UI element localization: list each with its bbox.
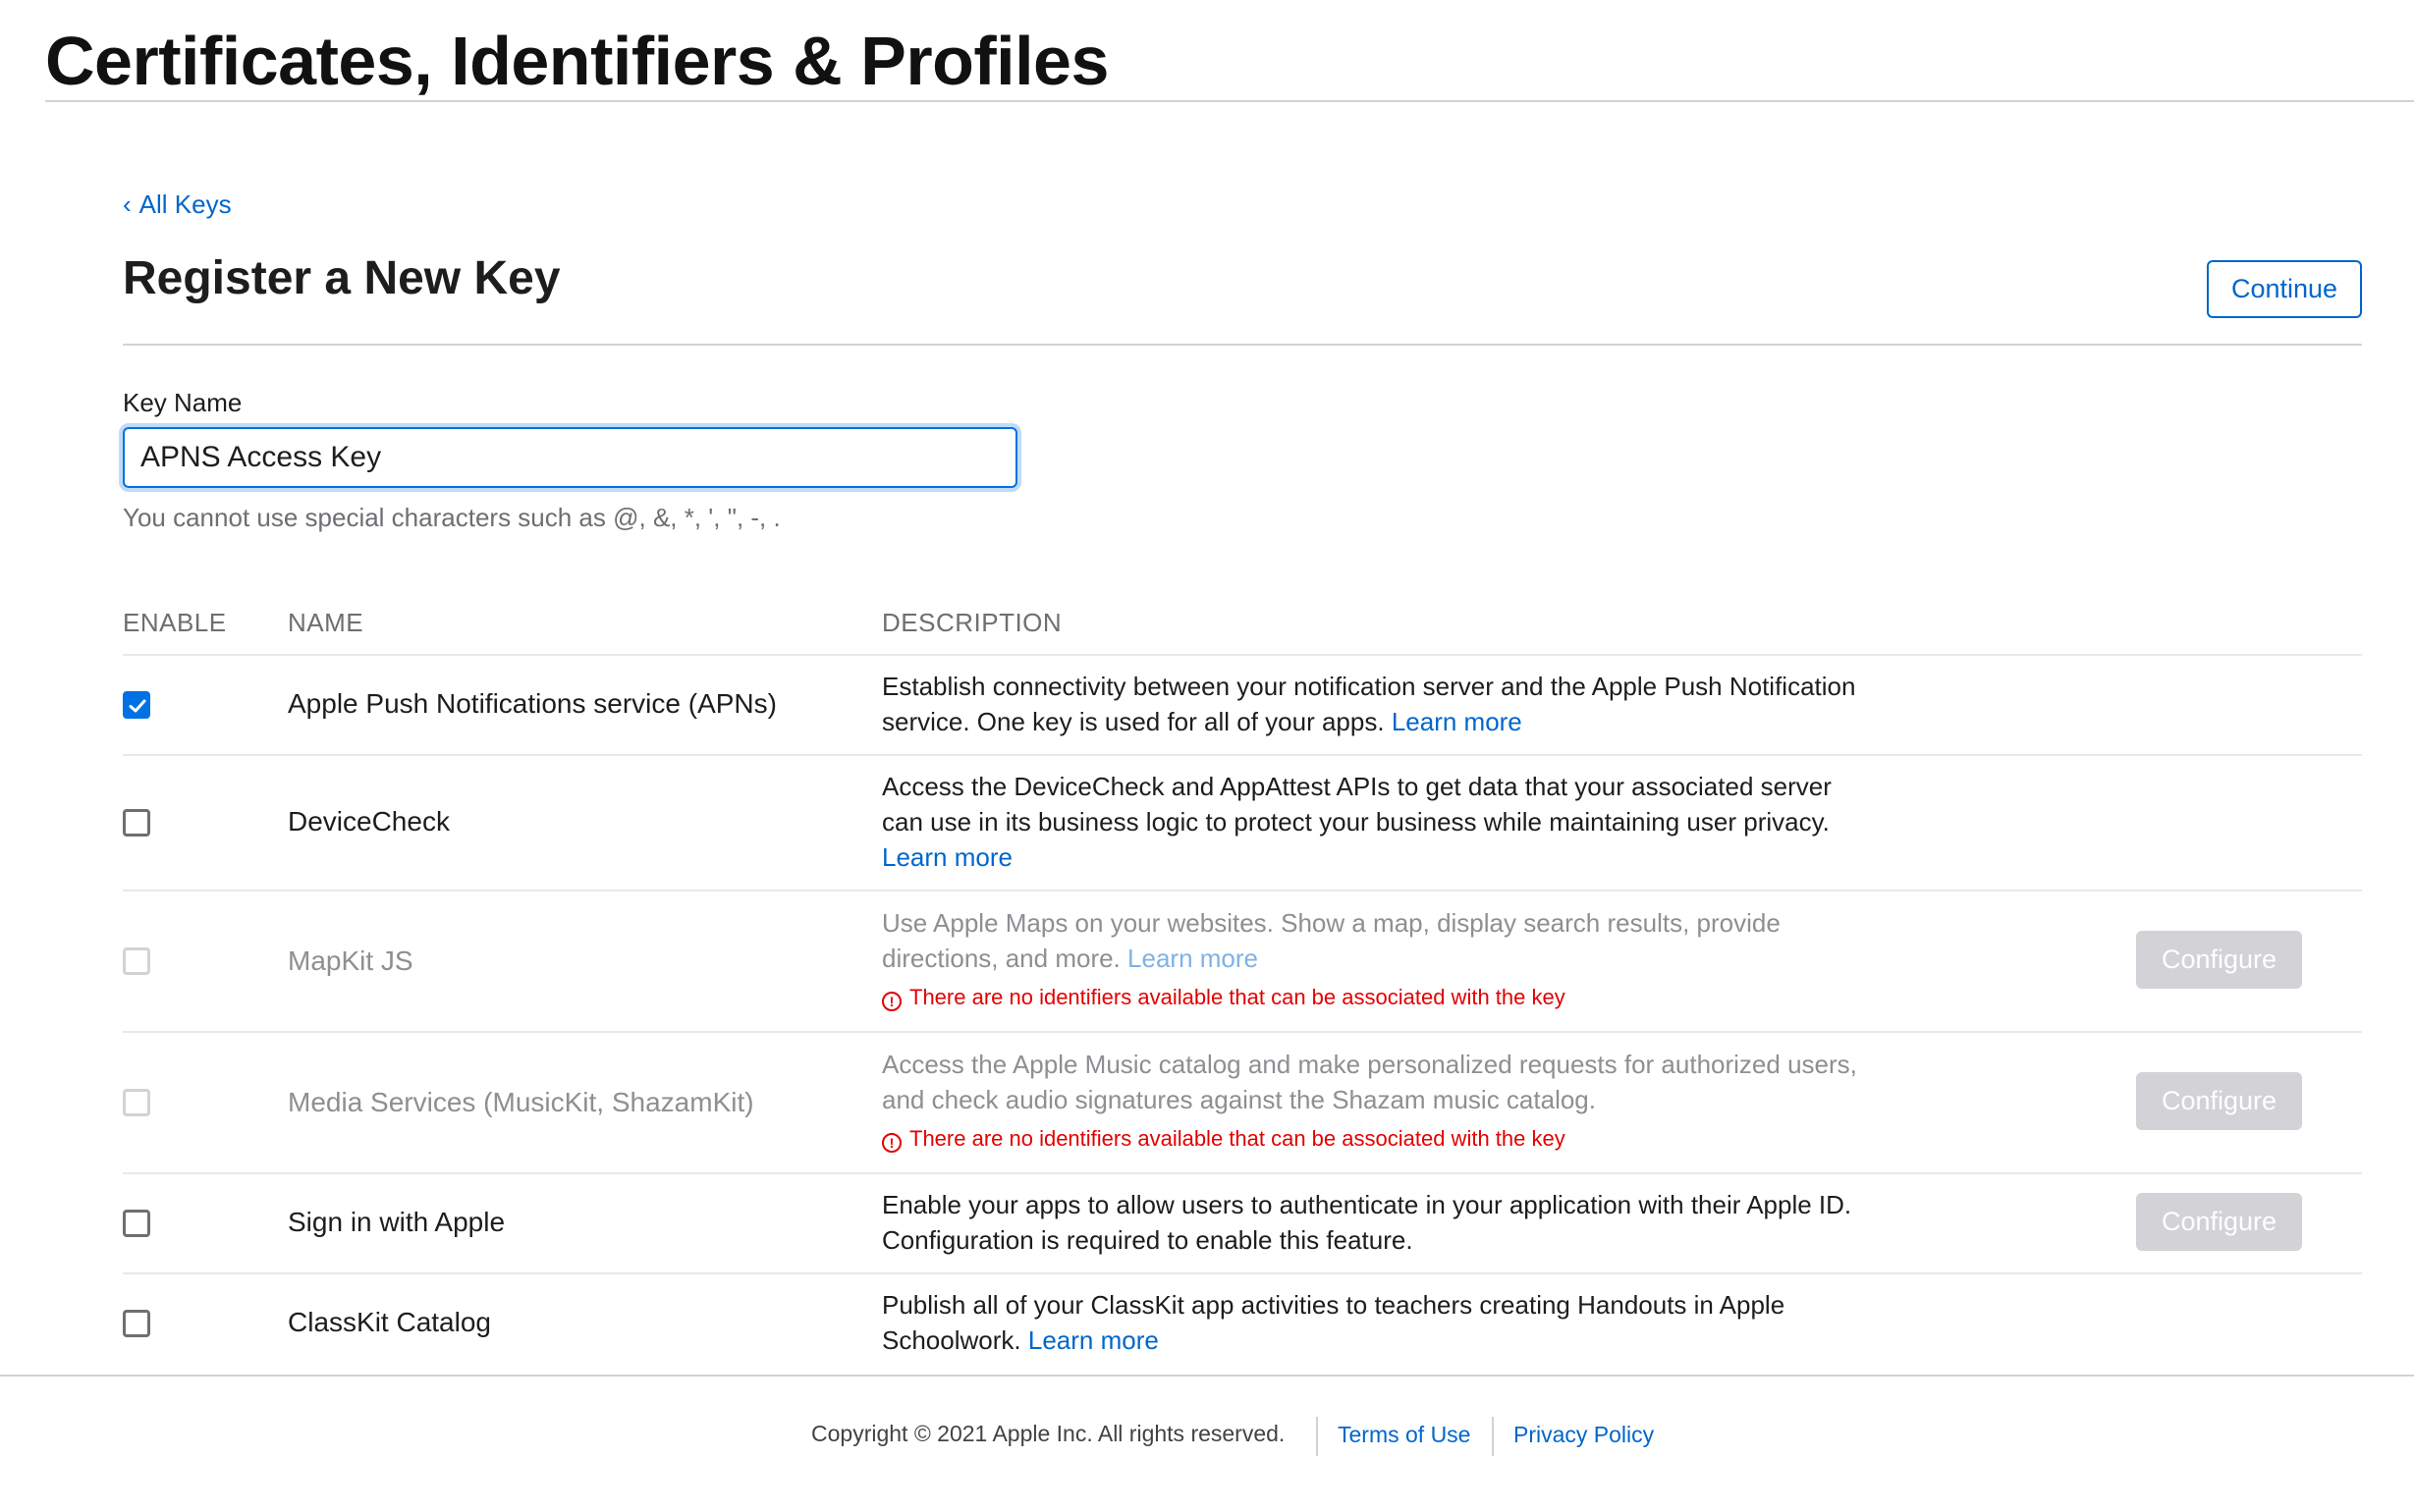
- no-identifiers-warning: [882, 985, 1565, 1011]
- no-identifiers-warning: [882, 1126, 1565, 1153]
- enable-checkbox-devicecheck[interactable]: [123, 809, 150, 837]
- service-description: [882, 905, 1874, 976]
- service-name: ClassKit Catalog: [288, 1307, 491, 1337]
- service-name: Apple Push Notifications service (APNs): [288, 688, 777, 719]
- table-divider: [123, 890, 2362, 891]
- learn-more-link[interactable]: Learn more: [1027, 1325, 1159, 1355]
- service-description: [882, 769, 1874, 875]
- footer-divider: [0, 1375, 2414, 1377]
- table-divider: [123, 1272, 2362, 1274]
- description-text: Access the Apple Music catalog and make personalized requests for authorized users, and check audio signatures against the Shazam music catalog.: [882, 1050, 1857, 1114]
- table-divider: [123, 754, 2362, 756]
- section-divider: [123, 344, 2362, 346]
- page-title: Certificates, Identifiers & Profiles: [45, 23, 1109, 99]
- service-description: [882, 1187, 1874, 1258]
- enable-checkbox-mapkit-js: [123, 947, 150, 975]
- checkmark-icon: [128, 696, 147, 716]
- back-to-all-keys-link[interactable]: [123, 189, 232, 220]
- service-description: [882, 1047, 1874, 1117]
- description-text: Publish all of your ClassKit app activities to teachers creating Handouts in Apple Schoolwork.: [882, 1290, 1785, 1355]
- table-divider: [123, 654, 2362, 656]
- description-text: Establish connectivity between your notification server and the Apple Push Notification service. One key is used for all of your apps.: [882, 672, 1856, 736]
- warning-text: There are no identifiers available that can be associated with the key: [909, 985, 1565, 1009]
- description-text: Enable your apps to allow users to authenticate in your application with their Apple ID. Configuration is required to enable this feature.: [882, 1190, 1852, 1255]
- configure-button-mapkit-js[interactable]: Configure: [2136, 931, 2302, 989]
- section-title: Register a New Key: [123, 252, 561, 304]
- learn-more-link[interactable]: Learn more: [1391, 707, 1522, 736]
- service-description: [882, 669, 1874, 739]
- service-name: MapKit JS: [288, 945, 413, 976]
- learn-more-link[interactable]: Learn more: [882, 842, 1013, 872]
- footer-separator: [1316, 1417, 1318, 1456]
- table-divider: [123, 1031, 2362, 1033]
- enable-checkbox-sign-in-with-apple[interactable]: [123, 1210, 150, 1237]
- privacy-policy-link[interactable]: Privacy Policy: [1513, 1422, 1655, 1447]
- warning-text: There are no identifiers available that can be associated with the key: [909, 1126, 1565, 1151]
- continue-button[interactable]: Continue: [2207, 260, 2362, 318]
- chevron-left-icon: ‹: [123, 189, 132, 219]
- enable-checkbox-media-services: [123, 1089, 150, 1116]
- exclamation-circle-icon: !: [882, 1133, 902, 1153]
- learn-more-link[interactable]: Learn more: [1127, 944, 1258, 973]
- description-text: Use Apple Maps on your websites. Show a map, display search results, provide directions, and more.: [882, 908, 1781, 973]
- table-divider: [123, 1172, 2362, 1174]
- service-name: Sign in with Apple: [288, 1207, 506, 1237]
- column-header-description: DESCRIPTION: [882, 608, 1063, 637]
- description-text: Access the DeviceCheck and AppAttest APIs to get data that your associated server can use in its business logic to protect your business while maintaining user privacy.: [882, 772, 1832, 837]
- key-name-input[interactable]: [123, 427, 1017, 488]
- service-name: Media Services (MusicKit, ShazamKit): [288, 1087, 754, 1117]
- configure-button-media-services[interactable]: Configure: [2136, 1072, 2302, 1130]
- service-description: [882, 1287, 1874, 1358]
- page-header: [45, 0, 2414, 102]
- column-header-name: NAME: [288, 608, 364, 637]
- footer-copyright: Copyright © 2021 Apple Inc. All rights reserved.: [811, 1421, 1286, 1446]
- key-name-hint: You cannot use special characters such as @, &, *, ', ", -, .: [123, 503, 781, 532]
- exclamation-circle-icon: !: [882, 992, 902, 1011]
- configure-button-sign-in-with-apple[interactable]: Configure: [2136, 1193, 2302, 1251]
- column-header-enable: ENABLE: [123, 608, 227, 637]
- footer-separator: [1492, 1417, 1494, 1456]
- back-link-label: All Keys: [138, 189, 232, 219]
- key-name-label: Key Name: [123, 388, 243, 417]
- terms-of-use-link[interactable]: Terms of Use: [1338, 1422, 1471, 1447]
- service-name: DeviceCheck: [288, 806, 450, 837]
- enable-checkbox-apns[interactable]: [123, 691, 150, 719]
- enable-checkbox-classkit-catalog[interactable]: [123, 1310, 150, 1337]
